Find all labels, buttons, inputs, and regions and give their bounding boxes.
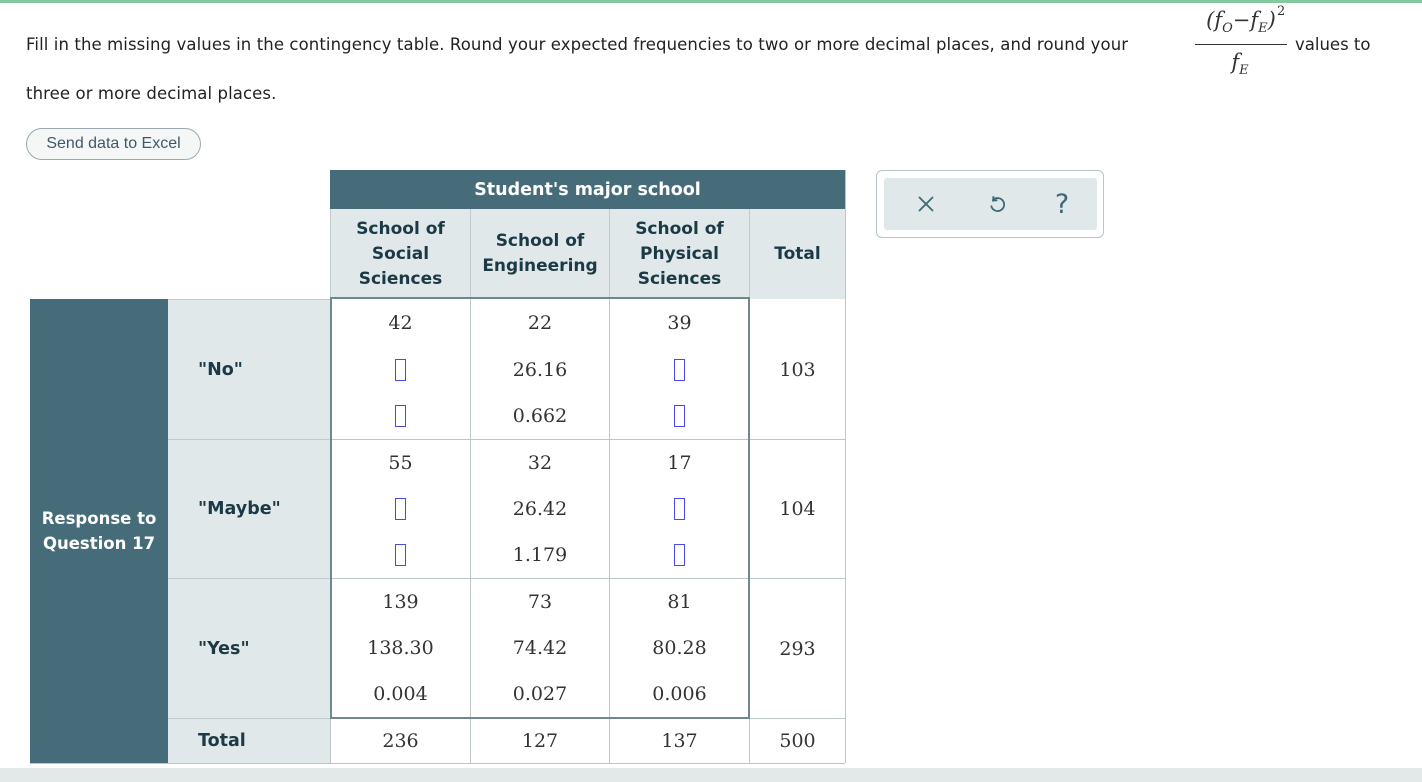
grid-line [749,299,750,763]
expected-no-social-input[interactable] [395,359,406,381]
column-header-total: Total [749,209,845,299]
row-header-yes: "Yes" [168,578,330,718]
chi-yes-physical: 0.006 [610,671,749,717]
grid-line [330,718,845,719]
chi-no-social-input[interactable] [395,405,406,427]
toolbar-panel [884,178,1097,230]
expected-yes-physical: 80.28 [610,624,749,671]
observed-no-social: 42 [331,300,470,346]
grid-line [749,578,845,579]
grand-total: 500 [750,719,845,763]
undo-icon[interactable] [980,188,1014,220]
total-yes: 293 [750,579,845,718]
column-header-social-sciences: School of Social Sciences [330,209,470,299]
row-header-total: Total [168,718,330,763]
chi-maybe-social-cell [331,532,470,578]
bottom-bar [0,768,1422,782]
instruction-line-1: Fill in the missing values in the contingency table. Round your expected frequencies to two or more decimal places, and round your [26,35,1129,54]
column-total-engineering: 127 [471,719,609,763]
expected-yes-engineering: 74.42 [471,624,609,671]
chi-no-engineering: 0.662 [471,393,609,439]
instruction-line-1-end: values to [1295,35,1371,54]
expected-maybe-physical-input[interactable] [674,498,685,520]
expected-no-engineering: 26.16 [471,346,609,393]
help-icon[interactable]: ? [1054,188,1070,220]
column-total-physical: 137 [610,719,749,763]
grid-line [749,439,845,440]
chi-square-formula [1193,4,1287,80]
grid-line [609,299,610,763]
grid-line [330,439,749,440]
chi-maybe-physical-input[interactable] [674,544,685,566]
observed-no-physical: 39 [610,300,749,346]
formula-numerator: $(f_O-f_E)$ [1206,8,1276,37]
grid-line [330,299,331,763]
chi-yes-social: 0.004 [331,671,470,717]
instruction-line-2: three or more decimal places. [26,84,277,103]
chi-yes-engineering: 0.027 [471,671,609,717]
expected-no-social-cell [331,346,470,393]
grid-line [845,170,846,763]
answer-toolbar [876,170,1104,238]
expected-yes-social: 138.30 [331,624,470,671]
expected-no-physical-input[interactable] [674,359,685,381]
expected-maybe-engineering: 26.42 [471,485,609,532]
chi-maybe-social-input[interactable] [395,544,406,566]
expected-no-physical-cell [610,346,749,393]
expected-maybe-social-input[interactable] [395,498,406,520]
expected-maybe-physical-cell [610,485,749,532]
formula-fraction-bar [1195,44,1287,45]
chi-no-physical-cell [610,393,749,439]
row-header-no: "No" [168,299,330,439]
chi-no-physical-input[interactable] [674,405,685,427]
observed-yes-engineering: 73 [471,579,609,624]
observed-maybe-social: 55 [331,440,470,485]
expected-maybe-social-cell [331,485,470,532]
total-no: 103 [750,300,845,439]
chi-no-social-cell [331,393,470,439]
grid-line [470,299,471,763]
total-maybe: 104 [750,440,845,578]
observed-maybe-physical: 17 [610,440,749,485]
close-icon[interactable] [909,188,943,220]
column-group-header: Student's major school [330,170,845,209]
chi-maybe-physical-cell [610,532,749,578]
column-total-social: 236 [331,719,470,763]
top-accent-bar [0,0,1422,3]
formula-exponent: 2 [1277,4,1286,19]
observed-no-engineering: 22 [471,300,609,346]
observed-yes-social: 139 [331,579,470,624]
send-to-excel-button[interactable]: Send data to Excel [26,128,201,160]
grid-line [30,763,845,764]
grid-line [330,578,749,579]
observed-yes-physical: 81 [610,579,749,624]
formula-denominator: $f_E$ [1231,50,1249,79]
chi-maybe-engineering: 1.179 [471,532,609,578]
row-header-maybe: "Maybe" [168,439,330,578]
observed-maybe-engineering: 32 [471,440,609,485]
column-header-physical-sciences: School of Physical Sciences [609,209,749,299]
row-group-header: Response to Question 17 [30,299,168,763]
column-header-engineering: School of Engineering [470,209,609,299]
